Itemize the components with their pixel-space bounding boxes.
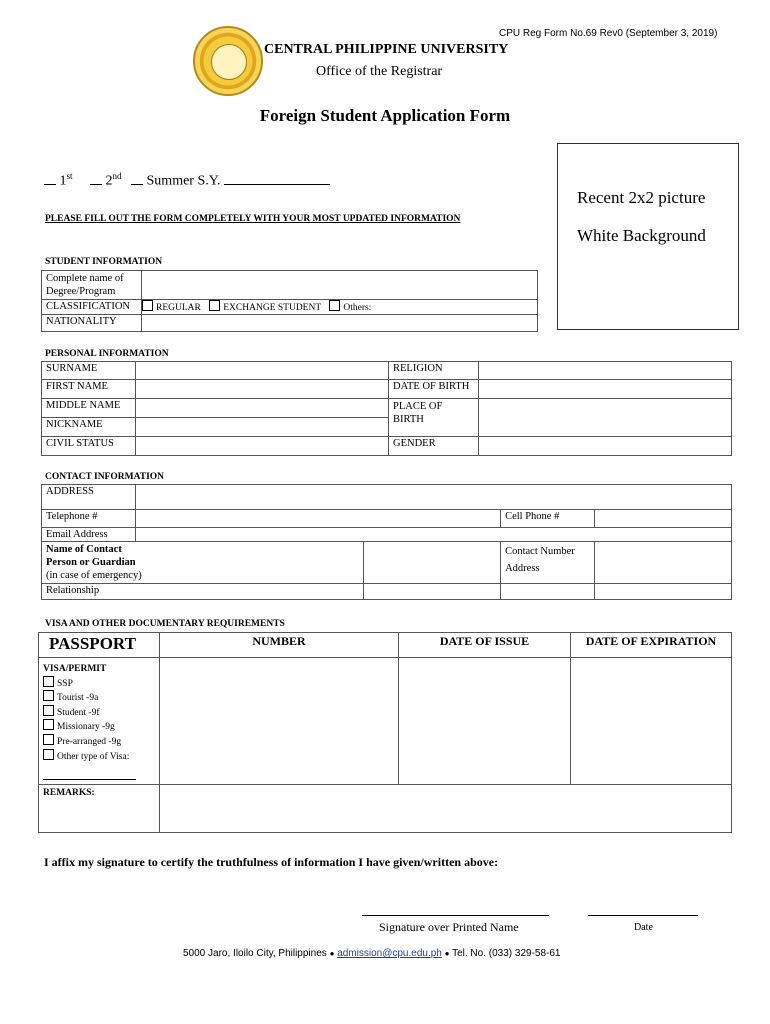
input-place-of-birth[interactable]	[479, 399, 732, 437]
label-visa-permit: VISA/PERMIT	[43, 664, 107, 674]
input-other-visa[interactable]	[43, 779, 136, 780]
contact-info-table	[41, 484, 732, 600]
label-religion: RELIGION	[389, 362, 479, 380]
checkbox-tourist[interactable]	[43, 690, 54, 701]
university-seal-icon	[193, 26, 263, 96]
visa-option-missionary[interactable]: Missionary -9g	[43, 719, 155, 734]
section-personal-info: PERSONAL INFORMATION	[45, 349, 169, 359]
input-relationship[interactable]	[364, 584, 501, 600]
label-first-name: FIRST NAME	[42, 380, 136, 399]
term-second: 2	[105, 173, 113, 189]
label-contact-person: Name of Contact Person or Guardian (in case of emergency)	[42, 542, 364, 584]
classification-options	[142, 300, 538, 315]
label-middle-name: MIDDLE NAME	[42, 399, 136, 418]
affirmation-text: I affix my signature to certify the truthfulness of information I have given/written above:	[44, 855, 499, 869]
date-line[interactable]	[588, 915, 698, 916]
label-passport: PASSPORT	[39, 633, 160, 658]
input-religion[interactable]	[479, 362, 732, 380]
label-email: Email Address	[42, 528, 136, 542]
input-nickname[interactable]	[136, 418, 389, 437]
input-contact-person[interactable]	[364, 542, 501, 584]
input-nationality[interactable]	[142, 315, 538, 332]
label-nationality: NATIONALITY	[42, 315, 142, 332]
date-label: Date	[634, 922, 653, 933]
section-contact-info: CONTACT INFORMATION	[45, 472, 165, 482]
visa-table	[38, 632, 732, 833]
footer-email-link[interactable]: admission@cpu.edu.ph	[337, 948, 442, 959]
input-gender[interactable]	[479, 437, 732, 456]
input-visa-issue[interactable]	[399, 658, 571, 785]
input-address[interactable]	[136, 485, 732, 510]
input-date-of-birth[interactable]	[479, 380, 732, 399]
checkbox-others[interactable]	[329, 300, 340, 311]
label-surname: SURNAME	[42, 362, 136, 380]
col-date-of-issue: DATE OF ISSUE	[399, 633, 571, 658]
term-first: 1	[59, 173, 67, 189]
checkbox-ssp[interactable]	[43, 676, 54, 687]
visa-permit-cell	[39, 658, 160, 785]
office-name: Office of the Registrar	[316, 64, 443, 79]
checkbox-prearranged[interactable]	[43, 734, 54, 745]
input-email[interactable]	[136, 528, 732, 542]
footer-tel: Tel. No. (033) 329-58-61	[452, 948, 561, 959]
signature-line[interactable]	[362, 915, 549, 916]
section-visa: VISA AND OTHER DOCUMENTARY REQUIREMENTS	[45, 619, 285, 629]
checkbox-missionary[interactable]	[43, 719, 54, 730]
term-selection: 1st 2nd Summer S.Y.	[44, 171, 330, 190]
personal-info-table	[41, 361, 732, 456]
label-address: ADDRESS	[42, 485, 136, 510]
input-first-name[interactable]	[136, 380, 389, 399]
instruction-text: PLEASE FILL OUT THE FORM COMPLETELY WITH YOUR MOST UPDATED INFORMATION	[45, 214, 461, 224]
col-date-of-expiration: DATE OF EXPIRATION	[571, 633, 732, 658]
photo-box	[557, 143, 739, 330]
input-surname[interactable]	[136, 362, 389, 380]
label-place-of-birth: PLACE OF BIRTH	[389, 399, 479, 437]
input-civil-status[interactable]	[136, 437, 389, 456]
label-complete-name: Complete name of Degree/Program	[42, 271, 142, 300]
photo-instruction-1: Recent 2x2 picture	[577, 188, 706, 207]
visa-option-student[interactable]: Student -9f	[43, 705, 155, 720]
label-date-of-birth: DATE OF BIRTH	[389, 380, 479, 399]
label-exchange: EXCHANGE STUDENT	[223, 303, 321, 313]
label-remarks: REMARKS:	[39, 785, 160, 833]
input-visa-expiration[interactable]	[571, 658, 732, 785]
visa-option-other[interactable]: Other type of Visa:	[43, 749, 155, 764]
input-cell-phone[interactable]	[595, 510, 732, 528]
checkbox-regular[interactable]	[142, 300, 153, 311]
col-number: NUMBER	[160, 633, 399, 658]
section-student-info: STUDENT INFORMATION	[45, 257, 163, 267]
label-telephone: Telephone #	[42, 510, 136, 528]
label-civil-status: CIVIL STATUS	[42, 437, 136, 456]
label-classification: CLASSIFICATION	[42, 300, 142, 315]
input-middle-name[interactable]	[136, 399, 389, 418]
label-relationship: Relationship	[42, 584, 364, 600]
input-telephone[interactable]	[136, 510, 501, 528]
page-title: Foreign Student Application Form	[259, 106, 511, 125]
visa-option-tourist[interactable]: Tourist -9a	[43, 690, 155, 705]
footer-address: 5000 Jaro, Iloilo City, Philippines	[183, 948, 327, 959]
input-remarks[interactable]	[160, 785, 732, 833]
label-contact-number: Contact Number Address	[501, 542, 595, 584]
term-summer: Summer S.Y.	[146, 173, 221, 189]
signature-label: Signature over Printed Name	[379, 920, 519, 934]
label-others: Others:	[343, 303, 372, 313]
checkbox-exchange[interactable]	[209, 300, 220, 311]
label-gender: GENDER	[389, 437, 479, 456]
visa-option-prearranged[interactable]: Pre-arranged -9g	[43, 734, 155, 749]
input-complete-name[interactable]	[142, 271, 538, 300]
student-info-table	[41, 270, 538, 332]
label-cell-phone: Cell Phone #	[501, 510, 595, 528]
input-visa-number[interactable]	[160, 658, 399, 785]
label-regular: REGULAR	[156, 303, 201, 313]
checkbox-other-visa[interactable]	[43, 749, 54, 760]
photo-instruction-2: White Background	[577, 226, 706, 245]
label-nickname: NICKNAME	[42, 418, 136, 437]
visa-option-ssp[interactable]: SSP	[43, 676, 155, 691]
footer-contact: 5000 Jaro, Iloilo City, Philippines ● admission@cpu.edu.ph ● Tel. No. (033) 329-58-61	[183, 948, 561, 959]
checkbox-student[interactable]	[43, 705, 54, 716]
university-name: CENTRAL PHILIPPINE UNIVERSITY	[264, 42, 509, 57]
input-contact-number[interactable]	[595, 542, 732, 584]
form-code: CPU Reg Form No.69 Rev0 (September 3, 2019)	[499, 28, 718, 39]
